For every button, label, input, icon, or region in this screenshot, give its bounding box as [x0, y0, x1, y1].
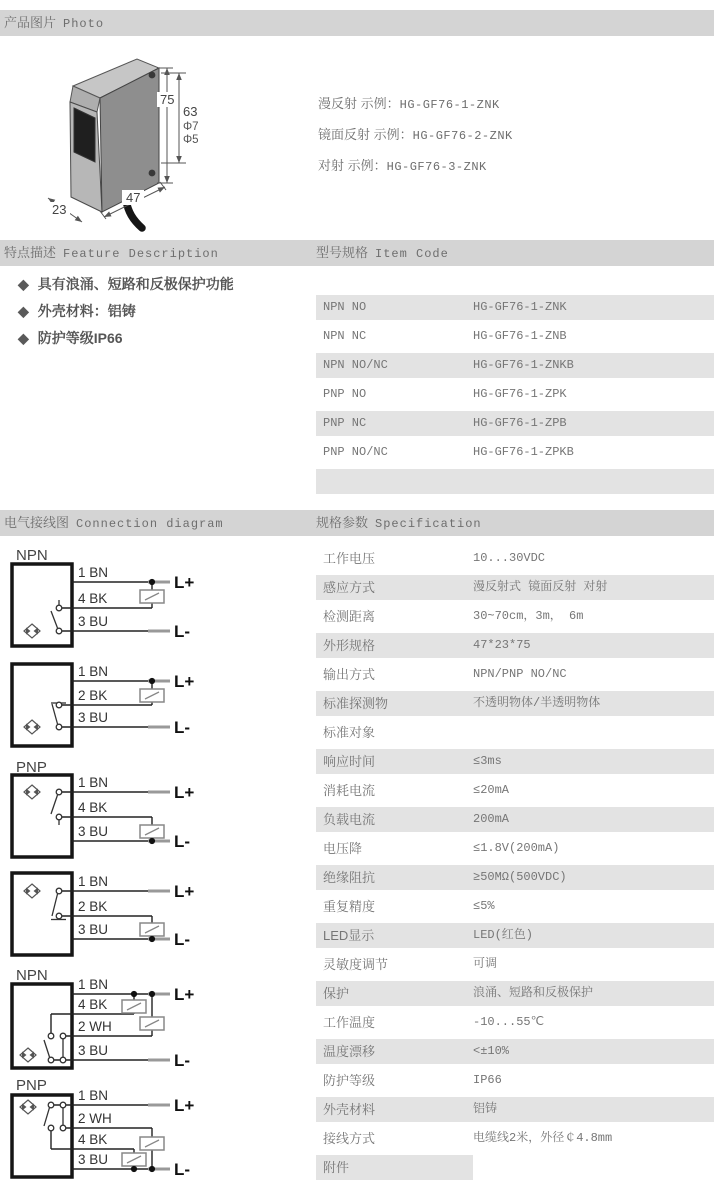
spec-value: 漫反射式 镜面反射 对射 [473, 580, 608, 594]
spec-value [473, 1155, 714, 1180]
wiring-diagram-pnp-no [8, 758, 228, 862]
diamond-bullet-icon: ◆ [18, 330, 29, 346]
connection-header-en: Connection diagram [76, 517, 224, 531]
item-code: HG-GF76-1-ZPB [473, 416, 567, 430]
spec-value: 200mA [473, 812, 510, 826]
example-code: HG-GF76-1-ZNK [399, 98, 500, 112]
item-code-row [316, 411, 714, 436]
wire-label: 1 BN [78, 1088, 109, 1103]
feature-text: 外壳材料：铝铸 [37, 303, 136, 319]
dim-height-63: 63 [183, 104, 198, 119]
spec-row [316, 1068, 714, 1093]
wire-label: 2 WH [78, 1111, 112, 1126]
spec-header [316, 510, 482, 537]
spec-value: ≤5% [473, 899, 495, 913]
item-code: HG-GF76-1-ZPKB [473, 445, 574, 459]
item-type [316, 469, 473, 494]
spec-label: 工作温度 [323, 1015, 376, 1030]
dim-phi7: Φ7 [183, 121, 199, 133]
spec-label: 外壳材料 [323, 1102, 376, 1117]
wire-label: 2 BK [78, 688, 108, 703]
spec-label: 工作电压 [323, 551, 376, 566]
spec-row [316, 575, 714, 600]
wire-label: 3 BU [78, 710, 109, 725]
spec-value: 电缆线2米，外径￠4.8mm [473, 1131, 613, 1145]
l-plus-label: L+ [174, 882, 195, 901]
spec-value: ≤3ms [473, 754, 502, 768]
connection-header-zh: 电气接线图 [4, 515, 70, 530]
screw-bottom [149, 170, 156, 177]
product-dimension-drawing [36, 50, 271, 235]
feature-header-en: Feature Description [63, 247, 219, 261]
spec-value: 10...30VDC [473, 551, 546, 565]
spec-label: 电压降 [323, 841, 363, 856]
spec-label: 绝缘阻抗 [323, 870, 376, 885]
item-type: PNP NO [323, 387, 367, 401]
spec-label: 灵敏度调节 [323, 957, 389, 972]
spec-value: 铝铸 [473, 1102, 498, 1116]
item-code: HG-GF76-1-ZNK [473, 300, 567, 314]
spec-value: LED(红色) [473, 928, 534, 942]
item-type: NPN NO [323, 300, 367, 314]
example-diffuse [318, 88, 513, 119]
spec-value: ≥50MΩ(500VDC) [473, 870, 567, 884]
l-minus-label: L- [174, 718, 191, 737]
item-code-row [316, 353, 714, 378]
wiring-diagram-pnp-nc [8, 868, 228, 963]
wiring-diagram-npn-no [8, 546, 228, 652]
wire-label: 1 BN [78, 977, 109, 992]
item-code-table [316, 295, 714, 498]
wire-label: 3 BU [78, 1043, 109, 1058]
l-plus-label: L+ [174, 1096, 195, 1115]
item-code: HG-GF76-1-ZNKB [473, 358, 574, 372]
spec-row [316, 1155, 714, 1180]
l-minus-label: L- [174, 832, 191, 851]
wire-label: 2 BK [78, 899, 108, 914]
wire-label: 3 BU [78, 922, 109, 937]
wire-label: 1 BN [78, 565, 109, 580]
spec-label: 标准探测物 [323, 696, 389, 711]
item-code-row [316, 295, 714, 320]
diagram-type-label: NPN [16, 967, 48, 984]
sensor-box [12, 564, 72, 646]
wiring-diagram-pnp-antivalent [8, 1076, 228, 1186]
spec-label: 温度漂移 [323, 1044, 376, 1059]
item-code-row [316, 382, 714, 407]
example-code: HG-GF76-3-ZNK [386, 160, 487, 174]
wire-label: 3 BU [78, 614, 109, 629]
sensor-box [12, 873, 72, 955]
spec-value: NPN/PNP NO/NC [473, 667, 567, 681]
itemcode-header-zh: 型号规格 [316, 245, 369, 260]
l-minus-label: L- [174, 1160, 191, 1179]
dim-phi5: Φ5 [183, 134, 199, 146]
spec-value: ≤20mA [473, 783, 510, 797]
l-minus-label: L- [174, 622, 191, 641]
diagram-type-label: PNP [16, 1077, 47, 1094]
spec-row [316, 1126, 714, 1151]
wire-label: 1 BN [78, 874, 109, 889]
l-plus-label: L+ [174, 985, 195, 1004]
spec-label: 附件 [316, 1155, 473, 1180]
photo-header-zh: 产品图片 [4, 15, 57, 30]
feature-text: 防护等级IP66 [37, 330, 123, 346]
diamond-bullet-icon: ◆ [18, 276, 29, 292]
wire-label: 4 BK [78, 997, 108, 1012]
item-type: PNP NO/NC [323, 445, 388, 459]
l-plus-label: L+ [174, 573, 195, 592]
spec-row [316, 778, 714, 803]
spec-row [316, 662, 714, 687]
spec-value: IP66 [473, 1073, 502, 1087]
spec-row [316, 923, 714, 948]
spec-row [316, 1039, 714, 1064]
spec-row [316, 604, 714, 629]
spec-value: 47*23*75 [473, 638, 531, 652]
l-plus-label: L+ [174, 783, 195, 802]
wiring-diagram-npn-nc [8, 658, 228, 753]
spec-label: 接线方式 [323, 1131, 376, 1146]
spec-header-zh: 规格参数 [316, 515, 369, 530]
section-header-connection-spec [0, 510, 714, 536]
l-minus-label: L- [174, 930, 191, 949]
example-throughbeam [318, 150, 513, 181]
spec-label: 检测距离 [323, 609, 376, 624]
spec-label: 防护等级 [323, 1073, 376, 1088]
wire-label: 4 BK [78, 800, 108, 815]
spec-row [316, 894, 714, 919]
diagram-type-label: PNP [16, 759, 47, 776]
item-code: HG-GF76-1-ZNB [473, 329, 567, 343]
example-code: HG-GF76-2-ZNK [412, 129, 513, 143]
item-code-row [316, 469, 714, 494]
spec-row [316, 807, 714, 832]
spec-row [316, 691, 714, 716]
spec-label: 保护 [323, 986, 350, 1001]
spec-row [316, 836, 714, 861]
spec-value: <±10% [473, 1044, 510, 1058]
example-label: 漫反射 示例： [318, 96, 400, 111]
spec-value: ≤1.8V(200mA) [473, 841, 560, 855]
section-header-feature-itemcode [0, 240, 714, 266]
spec-row [316, 981, 714, 1006]
example-label: 镜面反射 示例： [318, 127, 413, 142]
section-header-photo [0, 10, 714, 36]
item-type: PNP NC [323, 416, 367, 430]
wire-label: 3 BU [78, 824, 109, 839]
spec-value: 不透明物体/半透明物体 [473, 696, 601, 710]
feature-item [18, 329, 234, 347]
wire-label: 3 BU [78, 1152, 109, 1167]
spec-label: 输出方式 [323, 667, 376, 682]
model-examples [318, 88, 513, 181]
diagram-type-label: NPN [16, 547, 48, 564]
itemcode-header-en: Item Code [375, 247, 449, 261]
wire-label: 4 BK [78, 591, 108, 606]
example-retroreflective [318, 119, 513, 150]
feature-item [18, 302, 234, 320]
item-code [473, 469, 714, 494]
screw-top [149, 72, 156, 79]
spec-label: 负载电流 [323, 812, 376, 827]
spec-row [316, 1010, 714, 1035]
spec-value: 30~70cm，3m， 6m [473, 609, 584, 623]
spec-label: 标准对象 [323, 725, 376, 740]
example-label: 对射 示例： [318, 158, 387, 173]
item-code-row [316, 440, 714, 465]
sensor-3d-body [70, 59, 159, 228]
l-plus-label: L+ [174, 672, 195, 691]
spec-row [316, 865, 714, 890]
diamond-bullet-icon: ◆ [18, 303, 29, 319]
item-type: NPN NC [323, 329, 367, 343]
dim-depth-23: 23 [52, 202, 67, 217]
wire-label: 1 BN [78, 775, 109, 790]
spec-label: 消耗电流 [323, 783, 376, 798]
spec-label: 外形规格 [323, 638, 376, 653]
dim-width-47: 47 [126, 190, 141, 205]
spec-label: 重复精度 [323, 899, 376, 914]
dim-height-75: 75 [160, 92, 175, 107]
item-code-row [316, 324, 714, 349]
spec-value [473, 720, 714, 745]
l-minus-label: L- [174, 1051, 191, 1070]
spec-row [316, 546, 714, 571]
feature-list [18, 275, 234, 356]
item-code: HG-GF76-1-ZPK [473, 387, 567, 401]
feature-header-zh: 特点描述 [4, 245, 57, 260]
spec-row [316, 720, 714, 745]
spec-row [316, 749, 714, 774]
spec-label: 响应时间 [323, 754, 376, 769]
spec-row [316, 633, 714, 658]
spec-row [316, 1097, 714, 1122]
wire-label: 4 BK [78, 1132, 108, 1147]
specification-table [316, 546, 714, 1184]
feature-text: 具有浪涌、短路和反极保护功能 [37, 276, 234, 292]
spec-label: 感应方式 [323, 580, 376, 595]
feature-item [18, 275, 234, 293]
spec-value: 浪涌、短路和反极保护 [473, 986, 594, 1000]
spec-value: -10...55℃ [473, 1015, 545, 1029]
spec-header-en: Specification [375, 517, 482, 531]
wiring-diagram-npn-antivalent [8, 966, 228, 1076]
spec-row [316, 952, 714, 977]
sensor-box [12, 775, 72, 857]
spec-label: LED显示 [323, 928, 375, 943]
itemcode-header [316, 240, 449, 267]
item-type: NPN NO/NC [323, 358, 388, 372]
spec-value: 可调 [473, 957, 498, 971]
optical-window [74, 108, 95, 162]
wire-label: 1 BN [78, 664, 109, 679]
photo-header-en: Photo [63, 17, 105, 31]
wire-label: 2 WH [78, 1019, 112, 1034]
